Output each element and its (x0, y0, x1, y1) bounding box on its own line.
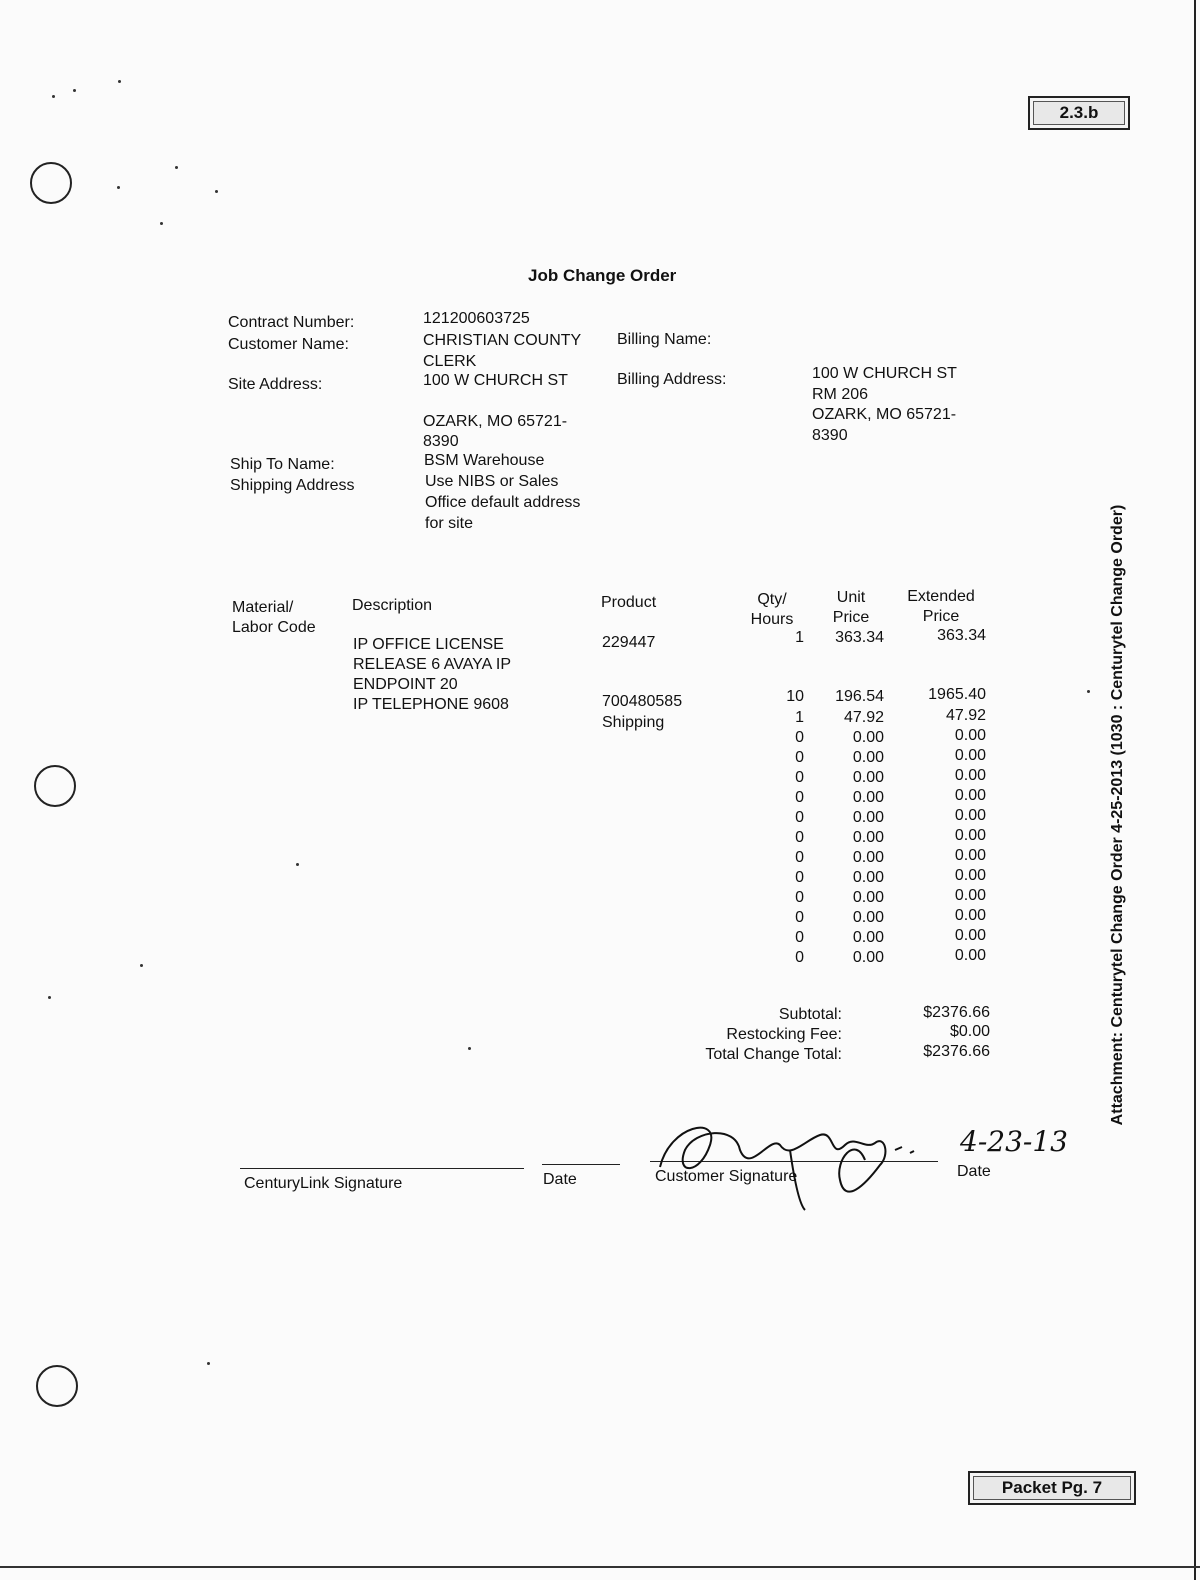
document-title: Job Change Order (528, 266, 677, 285)
extended-price-cell: 0.00 (954, 847, 986, 864)
extended-price-cell: 0.00 (954, 827, 986, 844)
unit-price-cell: 0.00 (852, 729, 884, 746)
item-description-line: ENDPOINT 20 (353, 676, 458, 693)
page-edge (1194, 0, 1196, 1580)
packet-page-text: Packet Pg. 7 (1001, 1478, 1103, 1497)
extended-price-cell: 0.00 (954, 867, 986, 884)
unit-price-cell: 0.00 (852, 929, 884, 946)
header-material-line: Material/ (232, 599, 294, 616)
qty-cell: 0 (795, 909, 804, 926)
unit-price-cell: 0.00 (852, 869, 884, 886)
extended-price-cell: 363.34 (937, 627, 986, 644)
qty-cell: 0 (795, 869, 804, 886)
centurylink-signature-line (240, 1168, 524, 1169)
ship-to-name-label: Ship To Name: (230, 456, 335, 473)
scan-speck (140, 964, 143, 967)
extended-price-cell: 0.00 (954, 887, 986, 904)
item-product: 229447 (602, 634, 656, 651)
unit-price-cell: 0.00 (852, 809, 884, 826)
extended-price-cell: 0.00 (954, 807, 986, 824)
qty-cell: 0 (795, 749, 804, 766)
contract-number-value: 121200603725 (423, 310, 530, 327)
extended-price-cell: 1965.40 (928, 686, 986, 703)
unit-price-cell: 0.00 (852, 889, 884, 906)
total-change-label: Total Change Total: (705, 1046, 842, 1063)
scan-speck (207, 1362, 210, 1365)
unit-price-cell: 47.92 (843, 709, 884, 726)
extended-price-cell: 0.00 (954, 747, 986, 764)
site-address-line: 100 W CHURCH ST (423, 372, 568, 389)
shipping-address-label: Shipping Address (230, 477, 355, 494)
shipping-address-line: Office default address (425, 494, 581, 511)
extended-price-cell: 0.00 (954, 787, 986, 804)
billing-address-line: RM 206 (812, 386, 869, 403)
unit-price-cell: 0.00 (852, 789, 884, 806)
header-material-code (232, 598, 316, 638)
header-description: Description (352, 597, 433, 614)
scan-speck (73, 89, 76, 92)
contract-number-label: Contract Number: (228, 314, 355, 331)
date-label: Date (957, 1163, 991, 1180)
header-unit-line: Price (832, 609, 870, 626)
qty-cell: 0 (795, 769, 804, 786)
header-product: Product (601, 594, 657, 611)
qty-cell: 0 (795, 789, 804, 806)
item-description (353, 635, 511, 715)
scan-speck (1087, 690, 1090, 693)
customer-name-value: CHRISTIAN COUNTY (423, 332, 582, 349)
qty-cell: 1 (795, 709, 804, 726)
billing-address-label: Billing Address: (617, 371, 727, 388)
qty-cell: 0 (795, 949, 804, 966)
qty-cell: 0 (795, 849, 804, 866)
binder-hole (30, 162, 72, 204)
packet-page-stamp (968, 1471, 1136, 1505)
binder-hole (34, 765, 76, 807)
unit-price-cell: 363.34 (835, 629, 884, 646)
subtotal-value: $2376.66 (923, 1004, 990, 1021)
header-qty-line: Qty/ (757, 591, 787, 608)
extended-price-cell: 47.92 (945, 707, 986, 724)
scan-speck (215, 190, 218, 193)
billing-address-line: OZARK, MO 65721- (812, 406, 957, 423)
restocking-fee-label: Restocking Fee: (726, 1026, 842, 1043)
item-product: 700480585 (602, 693, 683, 710)
extended-price-cell: 0.00 (954, 907, 986, 924)
header-unit-price (820, 588, 882, 628)
date-line (542, 1164, 620, 1165)
signature-text: Lou Lapaglia Jr. (640, 1105, 648, 1106)
centurylink-signature-label: CenturyLink Signature (244, 1175, 403, 1192)
binder-hole (36, 1365, 78, 1407)
qty-cell: 0 (795, 929, 804, 946)
header-qty-hours (740, 590, 804, 630)
subtotal-label: Subtotal: (778, 1006, 842, 1023)
extended-price-cell: 0.00 (954, 767, 986, 784)
scan-speck (117, 186, 120, 189)
site-address-label: Site Address: (228, 376, 323, 393)
page-edge (0, 1566, 1200, 1568)
site-address-line: OZARK, MO 65721- (423, 413, 568, 430)
handwritten-date: 4-23-13 (960, 1125, 1068, 1158)
unit-price-cell: 0.00 (852, 829, 884, 846)
page-ref-text: 2.3.b (1059, 103, 1099, 122)
scan-speck (48, 996, 51, 999)
restocking-fee-value: $0.00 (949, 1023, 990, 1040)
unit-price-cell: 0.00 (852, 849, 884, 866)
total-change-value: $2376.66 (923, 1043, 990, 1060)
item-description-line: IP TELEPHONE 9608 (353, 696, 509, 713)
qty-cell: 1 (795, 629, 804, 646)
handwritten-signature (640, 1105, 940, 1215)
unit-price-cell: 0.00 (852, 909, 884, 926)
customer-signature-label: Customer Signature (655, 1168, 798, 1185)
billing-address-line: 8390 (812, 427, 848, 444)
customer-name-label: Customer Name: (228, 336, 349, 353)
unit-price-cell: 0.00 (852, 769, 884, 786)
extended-price-cell: 0.00 (954, 927, 986, 944)
item-description-line: IP OFFICE LICENSE (353, 636, 504, 653)
qty-cell: 10 (786, 688, 804, 705)
item-product: Shipping (602, 714, 665, 731)
customer-name-value: CLERK (423, 353, 477, 370)
date-label: Date (543, 1171, 577, 1188)
unit-price-cell: 196.54 (835, 688, 884, 705)
scan-speck (296, 863, 299, 866)
qty-cell: 0 (795, 809, 804, 826)
page-ref-stamp (1028, 96, 1130, 130)
extended-price-cell: 0.00 (954, 947, 986, 964)
scan-speck (160, 222, 163, 225)
header-qty-line: Hours (750, 611, 794, 628)
header-extended-line: Extended (907, 588, 975, 605)
scan-speck (468, 1047, 471, 1050)
shipping-address-line: Use NIBS or Sales (425, 473, 559, 490)
unit-price-cell: 0.00 (852, 949, 884, 966)
billing-address-line: 100 W CHURCH ST (812, 365, 957, 382)
scan-speck (118, 80, 121, 83)
extended-price-cell: 0.00 (954, 727, 986, 744)
qty-cell: 0 (795, 889, 804, 906)
header-extended-line: Price (922, 608, 960, 625)
shipping-address-line: for site (425, 515, 474, 532)
item-description-line: RELEASE 6 AVAYA IP (353, 656, 512, 673)
billing-name-label: Billing Name: (617, 331, 712, 348)
header-material-line: Labor Code (232, 619, 316, 636)
unit-price-cell: 0.00 (852, 749, 884, 766)
attachment-side-label: Attachment: Centurytel Change Order 4-25-2013 (1030 : Centurytel Change Order) (1109, 504, 1126, 1126)
header-unit-line: Unit (836, 589, 866, 606)
qty-cell: 0 (795, 729, 804, 746)
scan-speck (175, 166, 178, 169)
site-address-line: 8390 (423, 433, 459, 450)
header-extended-price (896, 587, 986, 627)
scan-speck (52, 95, 55, 98)
ship-to-name-value: BSM Warehouse (424, 452, 545, 469)
qty-cell: 0 (795, 829, 804, 846)
